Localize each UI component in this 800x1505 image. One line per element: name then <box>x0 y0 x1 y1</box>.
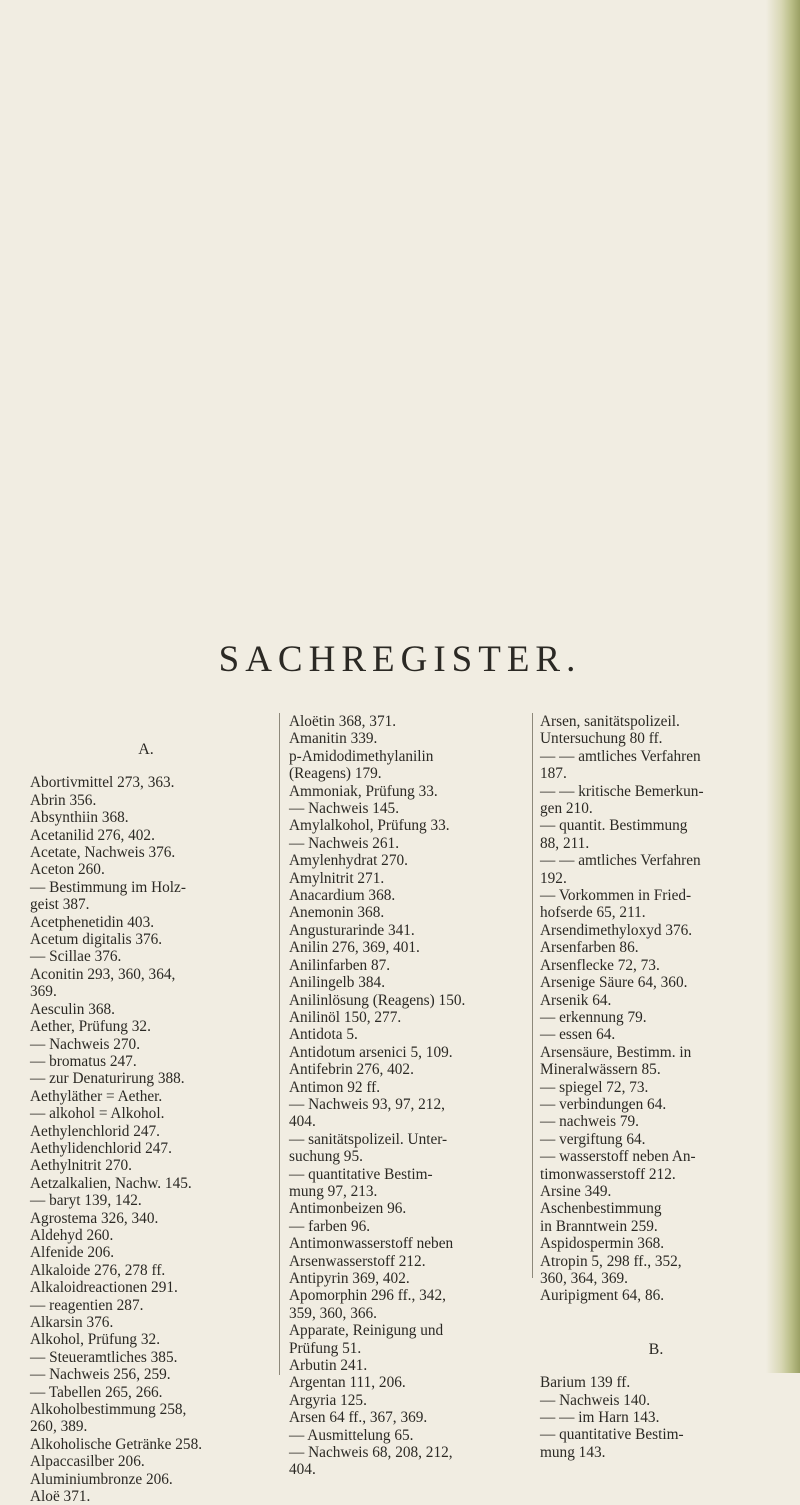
index-entry: — Steueramtliches 385. <box>30 1348 178 1366</box>
index-entry: 360, 364, 369. <box>540 1270 628 1287</box>
index-entry: — essen 64. <box>540 1026 616 1044</box>
index-entry: Aesculin 368. <box>30 1000 115 1018</box>
index-entry: 369. <box>30 983 57 1001</box>
index-entry: — — kritische Bemerkun- <box>540 782 704 800</box>
index-entry: — quantitative Bestim- <box>289 1165 433 1183</box>
index-entry: Antimonbeizen 96. <box>289 1200 407 1218</box>
index-entry: Angusturarinde 341. <box>289 921 415 939</box>
index-entry: Argyria 125. <box>289 1391 367 1409</box>
index-entry: mung 143. <box>540 1443 606 1461</box>
index-entry: — Nachweis 256, 259. <box>30 1366 171 1384</box>
index-entry: — — amtliches Verfahren <box>540 747 701 765</box>
index-entry: Aloëtin 368, 371. <box>289 713 397 730</box>
index-entry: gen 210. <box>540 800 593 818</box>
index-entry: — farben 96. <box>289 1217 371 1235</box>
index-entry: — vergiftung 64. <box>540 1130 646 1148</box>
index-entry: Ammoniak, Prüfung 33. <box>289 782 438 800</box>
index-entry: Aethylidenchlorid 247. <box>30 1139 172 1157</box>
index-entry: timonwasserstoff 212. <box>540 1165 676 1183</box>
index-entry: Arsendimethyloxyd 376. <box>540 921 693 939</box>
index-entry: — zur Denaturirung 388. <box>30 1070 185 1088</box>
index-entry: Absynthiin 368. <box>30 809 129 827</box>
index-entry: Anilin 276, 369, 401. <box>289 939 420 957</box>
index-entry: Arsenik 64. <box>540 991 612 1009</box>
index-entry: Arsenwasserstoff 212. <box>289 1252 426 1270</box>
page-title: SACHREGISTER. <box>218 639 582 680</box>
index-entry: Alkoholbestimmung 258, <box>30 1401 187 1419</box>
index-entry: 192. <box>540 869 567 887</box>
index-entry: Antimon 92 ff. <box>289 1078 381 1096</box>
index-entry: Amylalkohol, Prüfung 33. <box>289 817 450 835</box>
index-entry: — spiegel 72, 73. <box>540 1078 649 1096</box>
index-entry: geist 387. <box>30 896 90 914</box>
index-entry: Agrostema 326, 340. <box>30 1209 159 1227</box>
index-entry: Aethylenchlorid 247. <box>30 1122 160 1140</box>
index-entry: — quantit. Bestimmung <box>540 817 688 835</box>
index-entry: Abrin 356. <box>30 791 97 809</box>
index-entry: Alkaloidreactionen 291. <box>30 1279 178 1297</box>
index-entry: Aethylnitrit 270. <box>30 1157 132 1175</box>
index-entry: — Tabellen 265, 266. <box>30 1383 163 1401</box>
index-entry: Amylenhydrat 270. <box>289 852 408 870</box>
index-entry: Alkoholische Getränke 258. <box>30 1435 203 1453</box>
index-entry: Anacardium 368. <box>289 887 396 905</box>
index-entry: Arsenflecke 72, 73. <box>540 956 660 974</box>
index-column-1 <box>30 737 262 1505</box>
index-entry: Antidota 5. <box>289 1026 358 1044</box>
index-entry: Aloë 371. <box>30 1488 91 1505</box>
index-entry: — quantitative Bestim- <box>540 1426 684 1444</box>
index-entry: Barium 139 ff. <box>540 1374 631 1392</box>
index-entry: Arsenfarben 86. <box>540 939 639 957</box>
index-entry: Prüfung 51. <box>289 1339 362 1357</box>
index-entry: Aluminiumbronze 206. <box>30 1470 173 1488</box>
index-entry: Arsine 349. <box>540 1182 612 1200</box>
index-entry: Aldehyd 260. <box>30 1226 114 1244</box>
index-entry: Acetum digitalis 376. <box>30 931 163 949</box>
index-entry: Arsenige Säure 64, 360. <box>540 974 688 992</box>
index-entry: — alkohol = Alkohol. <box>30 1105 165 1123</box>
index-entry: Anilinöl 150, 277. <box>289 1008 402 1026</box>
index-entry: Arsensäure, Bestimm. in <box>540 1043 692 1061</box>
index-entry: — Nachweis 261. <box>289 834 400 852</box>
index-entry: Auripigment 64, 86. <box>540 1287 665 1305</box>
index-entry: Antifebrin 276, 402. <box>289 1061 414 1079</box>
column-3-entries <box>540 713 772 1305</box>
index-entry: in Branntwein 259. <box>540 1217 658 1235</box>
column-2-entries <box>289 713 521 1479</box>
index-entry: Antimonwasserstoff neben <box>289 1235 454 1253</box>
index-entry: Mineralwässern 85. <box>540 1061 661 1079</box>
index-entry: Aether, Prüfung 32. <box>30 1018 151 1036</box>
index-entry: Anilinfarben 87. <box>289 956 391 974</box>
index-entry: 88, 211. <box>540 834 590 852</box>
index-entry: Amanitin 339. <box>289 730 378 748</box>
index-entry: — erkennung 79. <box>540 1008 647 1026</box>
index-entry: Atropin 5, 298 ff., 352, <box>540 1252 682 1270</box>
index-entry: 404. <box>289 1113 316 1131</box>
index-entry: — Nachweis 145. <box>289 800 400 818</box>
column-divider-1 <box>279 713 280 1375</box>
index-entry: — baryt 139, 142. <box>30 1192 142 1210</box>
index-entry: Anilinlösung (Reagens) 150. <box>289 991 466 1009</box>
index-entry: Aspidospermin 368. <box>540 1235 665 1253</box>
index-entry: 359, 360, 366. <box>289 1304 377 1322</box>
index-entry: Abortivmittel 273, 363. <box>30 774 175 792</box>
index-entry: Arbutin 241. <box>289 1357 368 1375</box>
index-entry: Aetzalkalien, Nachw. 145. <box>30 1174 192 1192</box>
index-entry: Alpaccasilber 206. <box>30 1453 145 1471</box>
index-entry: Alkohol, Prüfung 32. <box>30 1331 161 1349</box>
index-entry: — wasserstoff neben An- <box>540 1148 696 1166</box>
index-entry: p-Amidodimethylanilin <box>289 747 434 765</box>
index-entry: Apparate, Reinigung und <box>289 1322 444 1340</box>
index-entry: Alkarsin 376. <box>30 1314 114 1331</box>
section-letter-b: B. <box>648 1340 664 1358</box>
column-divider-2 <box>532 713 533 1278</box>
index-entry: — Scillae 376. <box>30 948 122 966</box>
index-column-2 <box>289 713 521 1479</box>
index-entry: — nachweis 79. <box>540 1113 639 1131</box>
column-1-entries <box>30 774 262 1505</box>
index-entry: Anemonin 368. <box>289 904 385 922</box>
index-entry: — Vorkommen in Fried- <box>540 887 692 905</box>
index-entry: — bromatus 247. <box>30 1052 137 1070</box>
index-entry: — Nachweis 270. <box>30 1035 141 1053</box>
index-entry: suchung 95. <box>289 1148 363 1166</box>
index-entry: — Bestimmung im Holz- <box>30 878 186 896</box>
index-entry: Aceton 260. <box>30 861 105 879</box>
index-entry: Antipyrin 369, 402. <box>289 1270 410 1287</box>
index-entry: Amylnitrit 271. <box>289 869 385 887</box>
index-entry: Acetate, Nachweis 376. <box>30 844 176 862</box>
index-entry: hofserde 65, 211. <box>540 904 646 922</box>
index-entry: — Nachweis 140. <box>540 1391 651 1409</box>
index-entry: Aschenbestimmung <box>540 1200 662 1218</box>
index-entry: — verbindungen 64. <box>540 1095 667 1113</box>
index-entry: Argentan 111, 206. <box>289 1374 406 1392</box>
index-entry: — Nachweis 93, 97, 212, <box>289 1095 445 1113</box>
index-entry: Arsen 64 ff., 367, 369. <box>289 1409 428 1427</box>
index-entry: — Nachweis 68, 208, 212, <box>289 1444 453 1462</box>
section-letter-a: A. <box>138 741 154 758</box>
index-entry: mung 97, 213. <box>289 1182 378 1200</box>
index-entry: — reagentien 287. <box>30 1296 144 1314</box>
index-entry: — — amtliches Verfahren <box>540 852 701 870</box>
index-entry: Aconitin 293, 360, 364, <box>30 965 176 983</box>
index-entry: Anilingelb 384. <box>289 974 386 992</box>
index-entry: Arsen, sanitätspolizeil. <box>540 713 680 730</box>
index-entry: Apomorphin 296 ff., 342, <box>289 1287 446 1305</box>
index-entry: 404. <box>289 1461 316 1479</box>
index-entry: — — im Harn 143. <box>540 1409 660 1427</box>
section-b-entries <box>540 1374 772 1461</box>
index-entry: Antidotum arsenici 5, 109. <box>289 1043 453 1061</box>
index-entry: Alkaloide 276, 278 ff. <box>30 1261 166 1279</box>
index-entry: Untersuchung 80 ff. <box>540 730 663 748</box>
index-entry: — Ausmittelung 65. <box>289 1426 414 1444</box>
index-entry: 187. <box>540 765 567 783</box>
index-entry: (Reagens) 179. <box>289 765 382 783</box>
index-entry: — sanitätspolizeil. Unter- <box>289 1130 448 1148</box>
index-entry: Aethyläther = Aether. <box>30 1087 163 1105</box>
index-entry: Alfenide 206. <box>30 1244 115 1262</box>
index-entry: Acetphenetidin 403. <box>30 913 155 931</box>
index-column-3 <box>540 713 772 1461</box>
index-entry: 260, 389. <box>30 1418 88 1436</box>
index-entry: Acetanilid 276, 402. <box>30 826 155 844</box>
